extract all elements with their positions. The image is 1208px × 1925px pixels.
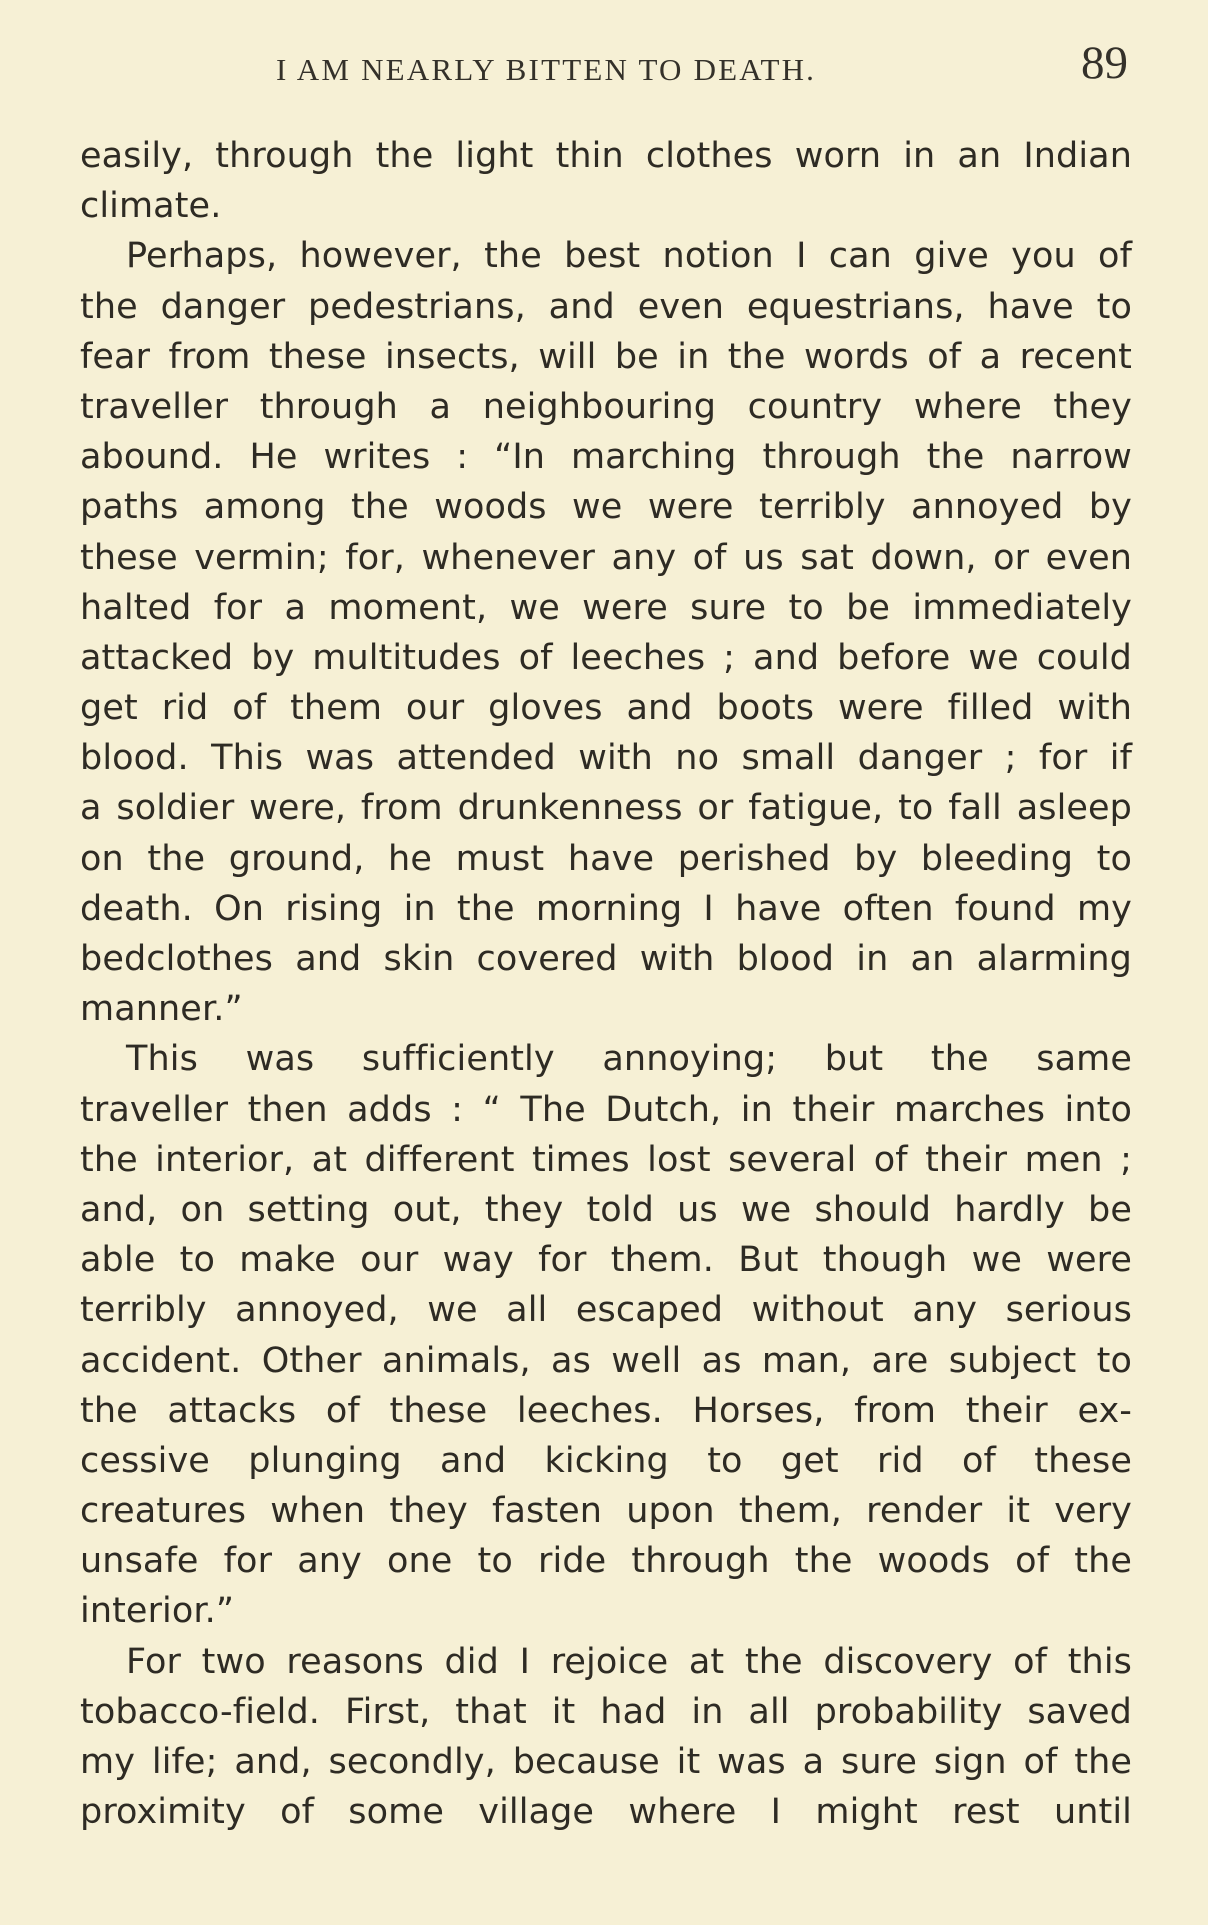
text-line: manner.” (80, 989, 243, 1030)
page-header (80, 37, 1132, 100)
text-line: abound. He writes : “In marching through the narrow (80, 437, 1132, 478)
text-line: interior.” (80, 1591, 235, 1632)
text-line: proximity of some village where I might rest until (80, 1792, 1132, 1833)
text-line: creatures when they fasten upon them, render it very (80, 1491, 1132, 1532)
text-line: unsafe for any one to ride through the woods of the (80, 1541, 1132, 1582)
text-line: death. On rising in the morning I have often found my (80, 888, 1132, 929)
text-line: on the ground, he must have perished by bleeding to (80, 838, 1132, 879)
text-line: the danger pedestrians, and even equestrians, have to (80, 286, 1132, 327)
text-line: paths among the woods we were terribly annoyed by (80, 487, 1132, 528)
text-line: tobacco-field. First, that it had in all probability saved (80, 1691, 1132, 1732)
text-line: get rid of them our gloves and boots were filled with (80, 688, 1132, 729)
text-line: able to make our way for them. But though we were (80, 1240, 1132, 1281)
text-line: traveller then adds : “ The Dutch, in their marches into (80, 1089, 1132, 1130)
text-line: and, on setting out, they told us we should hardly be (80, 1189, 1132, 1230)
text-line: cessive plunging and kicking to get rid of these (80, 1440, 1132, 1481)
text-line: For two reasons did I rejoice at the discovery of this (126, 1641, 1132, 1682)
text-line: attacked by multitudes of leeches ; and before we could (80, 637, 1132, 678)
text-line: bedclothes and skin covered with blood in an alarming (80, 939, 1132, 979)
text-line: fear from these insects, will be in the words of a recent (80, 336, 1132, 377)
text-line: climate. (80, 186, 222, 227)
body-text (80, 131, 1132, 1837)
text-line: This was sufficiently annoying; but the same (126, 1039, 1132, 1080)
text-line: easily, through the light thin clothes worn in an Indian (80, 136, 1132, 176)
text-line: traveller through a neighbouring country where they (80, 386, 1132, 427)
page-number: 89 (1081, 37, 1128, 89)
text-line: blood. This was attended with no small danger ; for if (80, 738, 1132, 779)
text-line: terribly annoyed, we all escaped without any serious (80, 1290, 1132, 1331)
text-line: these vermin; for, whenever any of us sat down, or even (80, 537, 1132, 578)
text-line: halted for a moment, we were sure to be immediately (80, 587, 1132, 628)
text-line: my life; and, secondly, because it was a sure sign of the (80, 1742, 1132, 1782)
text-line: a soldier were, from drunkenness or fatigue, to fall asleep (80, 788, 1132, 829)
text-line: the interior, at different times lost several of their men ; (80, 1139, 1132, 1180)
running-head: I AM NEARLY BITTEN TO DEATH. (276, 52, 817, 87)
text-line: Perhaps, however, the best notion I can give you of (126, 236, 1132, 277)
text-line: the attacks of these leeches. Horses, from their ex- (80, 1390, 1132, 1431)
text-line: accident. Other animals, as well as man, are subject to (80, 1340, 1132, 1381)
